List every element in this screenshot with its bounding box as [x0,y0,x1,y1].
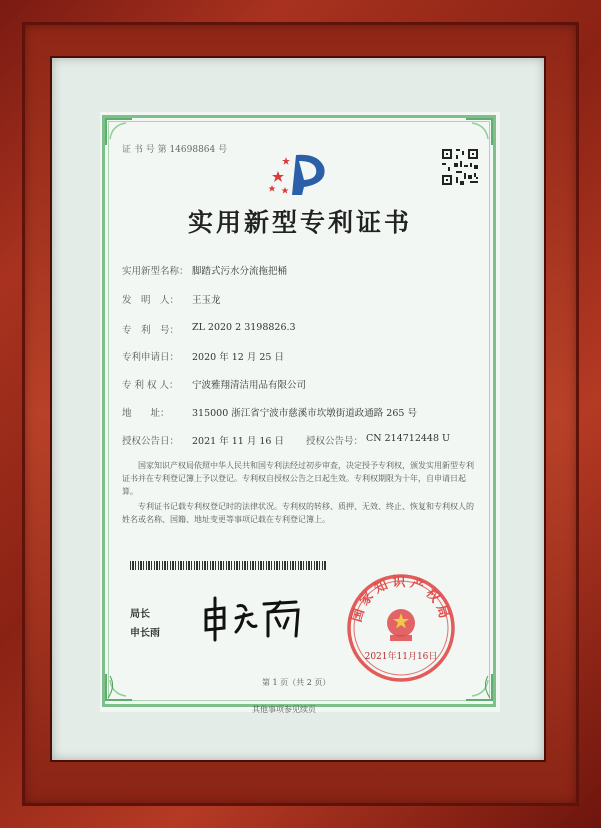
patentee-value: 宁波雅翔清洁用品有限公司 [192,380,307,391]
footer-note: 其他事项参见续页 [252,705,316,714]
inventor-label: 发 明 人： [122,295,180,306]
certificate-title: 实用新型专利证书 [187,208,412,237]
seal-date: 2021年11月16日 [364,652,438,662]
patent-number-label: 专 利 号： [122,325,180,336]
patentee-label: 专 利 权 人： [122,380,179,391]
inventor-value: 王玉龙 [192,295,221,306]
legal-status-paragraph: 专利证书记载专利权登记时的法律状况。专利权的转移、质押、无效、终止、恢复和专利权人的姓名或名称、国籍、地址变更等事项记载在专利登记簿上。 [122,502,474,524]
application-date-value: 2020 年 12 月 25 日 [192,352,284,363]
corner-ornament-icon [464,672,494,702]
qr-code-icon [440,147,480,187]
corner-ornament-icon [464,117,494,147]
official-seal-icon [346,573,456,683]
utility-model-name-label: 实用新型名称： [122,266,189,277]
grant-date-value: 2021 年 11 月 16 日 [192,436,284,447]
corner-ornament-icon [104,672,134,702]
signer-title: 局长 [130,609,150,620]
grant-date-label: 授权公告日： [122,436,180,447]
grant-statement-paragraph: 国家知识产权局依照中华人民共和国专利法经过初步审查，决定授予专利权，颁发实用新型专利证书并在专利登记簿上予以登记。专利权自授权公告之日起生效。专利权期限为十年，自申请日起算。 [122,461,474,496]
signer-name: 申长雨 [130,628,160,639]
handwritten-signature-icon [200,596,310,642]
utility-model-name-value: 脚踏式污水分流拖把桶 [192,266,288,277]
application-date-label: 专利申请日： [122,352,180,363]
grant-number-label: 授权公告号： [306,436,364,447]
grant-number-value: CN 214712448 U [366,433,451,444]
cnipa-logo-icon [266,151,332,197]
certificate-number: 证 书 号 第 14698864 号 [122,145,228,155]
address-label: 地 址： [122,408,170,419]
page-indicator: 第 1 页（共 2 页） [262,678,331,687]
barcode [130,561,326,570]
patent-number-value: ZL 2020 2 3198826.3 [192,322,296,333]
seal-text: 国家知识产权局 [349,575,453,624]
address-value: 315000 浙江省宁波市慈溪市坎墩街道政通路 265 号 [192,408,417,419]
